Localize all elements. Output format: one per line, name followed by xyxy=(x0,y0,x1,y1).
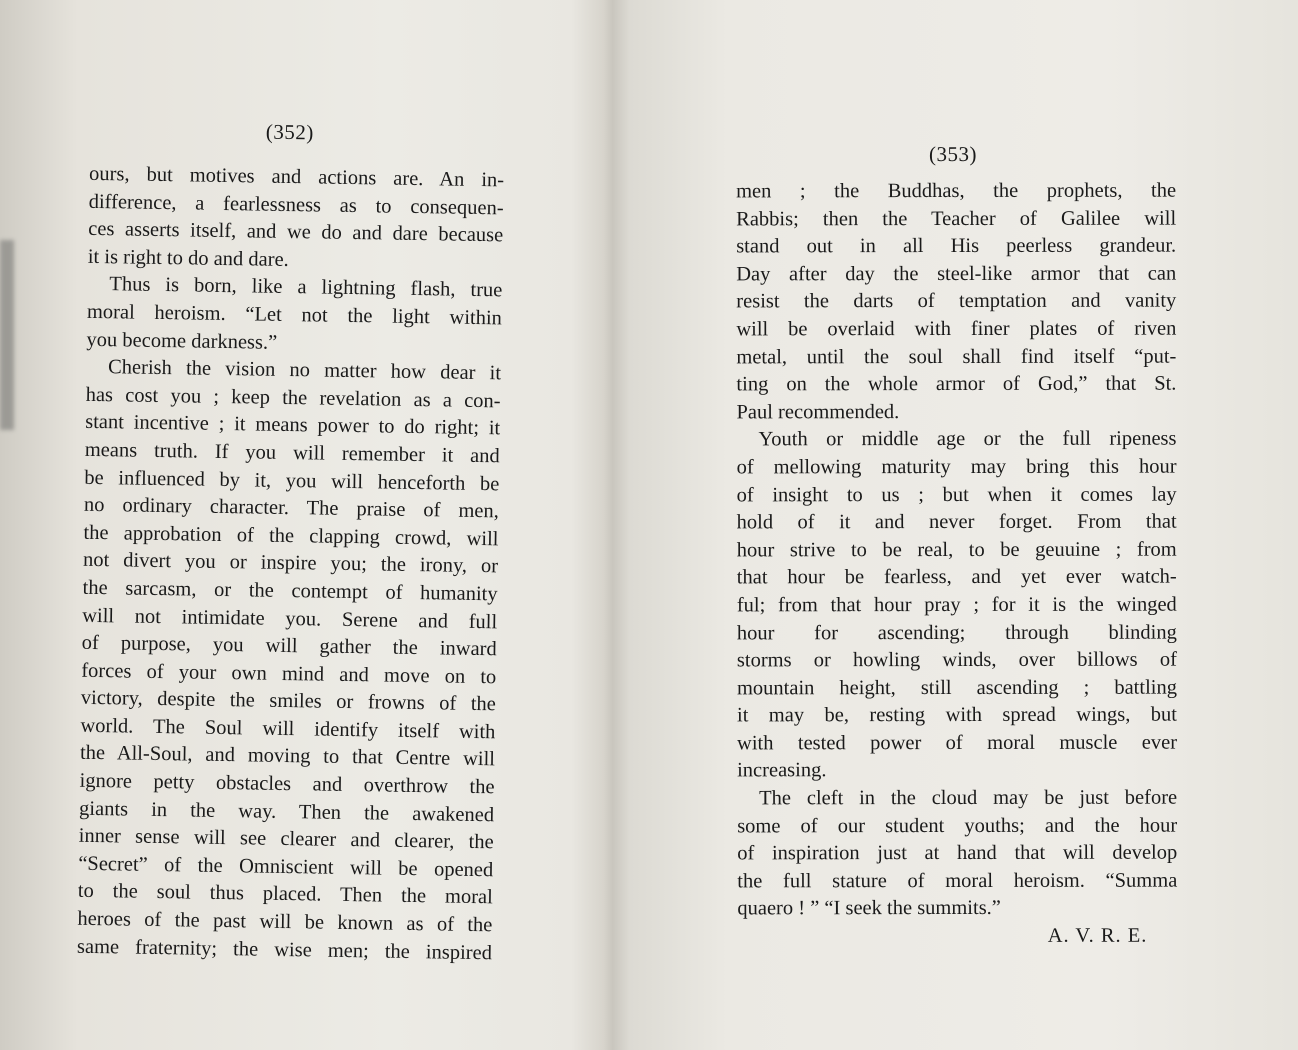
text-line: quaero ! ” “I seek the summits.” xyxy=(737,897,1001,920)
text-line: world. The Soul will identify itself with xyxy=(80,714,496,744)
text-line: The cleft in the cloud may be just before xyxy=(759,786,1178,810)
text-line: the All-Soul, and moving to that Centre will xyxy=(79,742,496,771)
text-line: to the soul thus placed. Then the moral xyxy=(77,880,493,909)
text-line: Day after day the steel-like armor that can xyxy=(736,262,1177,286)
text-line: Cherish the vision no matter how dear it xyxy=(107,356,502,385)
text-line: of purpose, you will gather the inward xyxy=(81,631,497,661)
page-body xyxy=(736,178,1177,951)
text-line: Youth or middle age or the full ripeness xyxy=(758,427,1177,451)
text-line: giants in the way. Then the awakened xyxy=(78,797,495,826)
page-number: (352) xyxy=(265,119,314,145)
text-line: means truth. If you will remember it and xyxy=(84,438,500,468)
text-line: Rabbis; then the Teacher of Galilee will xyxy=(736,207,1177,230)
text-line: you become darkness.” xyxy=(86,328,278,354)
page-body xyxy=(77,161,505,968)
text-line: of inspiration just at hand that will develop xyxy=(737,841,1178,865)
text-line: inner sense will see clearer and clearer, the xyxy=(78,825,494,854)
text-line: resist the darts of temptation and vanity xyxy=(736,289,1177,313)
text-line: victory, despite the smiles or frowns of the xyxy=(80,687,497,716)
text-line: moral heroism. “Let not the light within xyxy=(86,300,503,330)
text-line: of mellowing maturity may bring this hour xyxy=(736,455,1177,479)
text-line: stant incentive ; it means power to do right; it xyxy=(85,411,501,440)
text-line: storms or howling winds, over billows of xyxy=(736,648,1177,672)
left-page xyxy=(57,117,510,984)
text-line: mountain height, still ascending ; battling xyxy=(736,676,1177,700)
text-line: will not intimidate you. Serene and full xyxy=(82,604,498,633)
text-line: has cost you ; keep the revelation as a con- xyxy=(85,383,501,413)
text-line: hold of it and never forget. From that xyxy=(736,510,1177,534)
right-page xyxy=(728,142,1179,963)
text-line: “Secret” of the Omniscient will be opened xyxy=(78,852,494,882)
text-line: ting on the whole armor of God,” that St. xyxy=(736,372,1177,396)
text-line: ces asserts itself, and we do and dare because xyxy=(88,218,504,247)
text-line: with tested power of moral muscle ever xyxy=(737,731,1178,755)
text-line: no ordinary character. The praise of men, xyxy=(83,493,500,523)
text-line: men ; the Buddhas, the prophets, the xyxy=(736,179,1177,203)
text-line: will be overlaid with finer plates of riven xyxy=(736,317,1177,341)
text-line: ours, but motives and actions are. An in- xyxy=(88,162,505,192)
text-line: of insight to us ; but when it comes lay xyxy=(736,483,1177,506)
text-line: forces of your own mind and move on to xyxy=(81,659,497,688)
text-line: some of our student youths; and the hour xyxy=(737,814,1178,838)
text-line: increasing. xyxy=(737,759,827,782)
edge-shadow xyxy=(0,240,14,430)
text-line: hour for ascending; through blinding xyxy=(736,621,1177,644)
text-line: the full stature of moral heroism. “Summa xyxy=(737,869,1178,893)
text-line: not divert you or inspire you; the irony, or xyxy=(82,549,499,578)
text-line: it is right to do and dare. xyxy=(87,245,289,271)
text-line: ful; from that hour pray ; for it is the winged xyxy=(736,593,1177,617)
text-line: it may be, resting with spread wings, but xyxy=(736,703,1178,727)
text-line: metal, until the soul shall find itself “put- xyxy=(736,345,1177,368)
text-line: the sarcasm, or the contempt of humanity xyxy=(82,576,498,606)
text-line: Paul recommended. xyxy=(736,400,900,424)
text-line: that hour be fearless, and yet ever watch- xyxy=(736,565,1177,589)
text-line: be influenced by it, you will henceforth be xyxy=(84,466,500,495)
page-number: (353) xyxy=(929,141,978,167)
text-line: Thus is born, like a lightning flash, true xyxy=(109,273,503,302)
text-line: stand out in all His peerless grandeur. xyxy=(736,234,1177,258)
text-line: the approbation of the clapping crowd, will xyxy=(83,521,499,551)
text-line: same fraternity; the wise men; the inspired xyxy=(76,935,493,964)
text-line: ignore petty obstacles and overthrow the xyxy=(79,769,495,799)
author-signature: A. V. R. E. xyxy=(1047,924,1148,947)
text-line: heroes of the past will be known as of the xyxy=(77,907,493,937)
text-line: hour strive to be real, to be geuuine ; from xyxy=(736,538,1177,562)
text-line: difference, a fearlessness as to consequen- xyxy=(88,190,504,219)
